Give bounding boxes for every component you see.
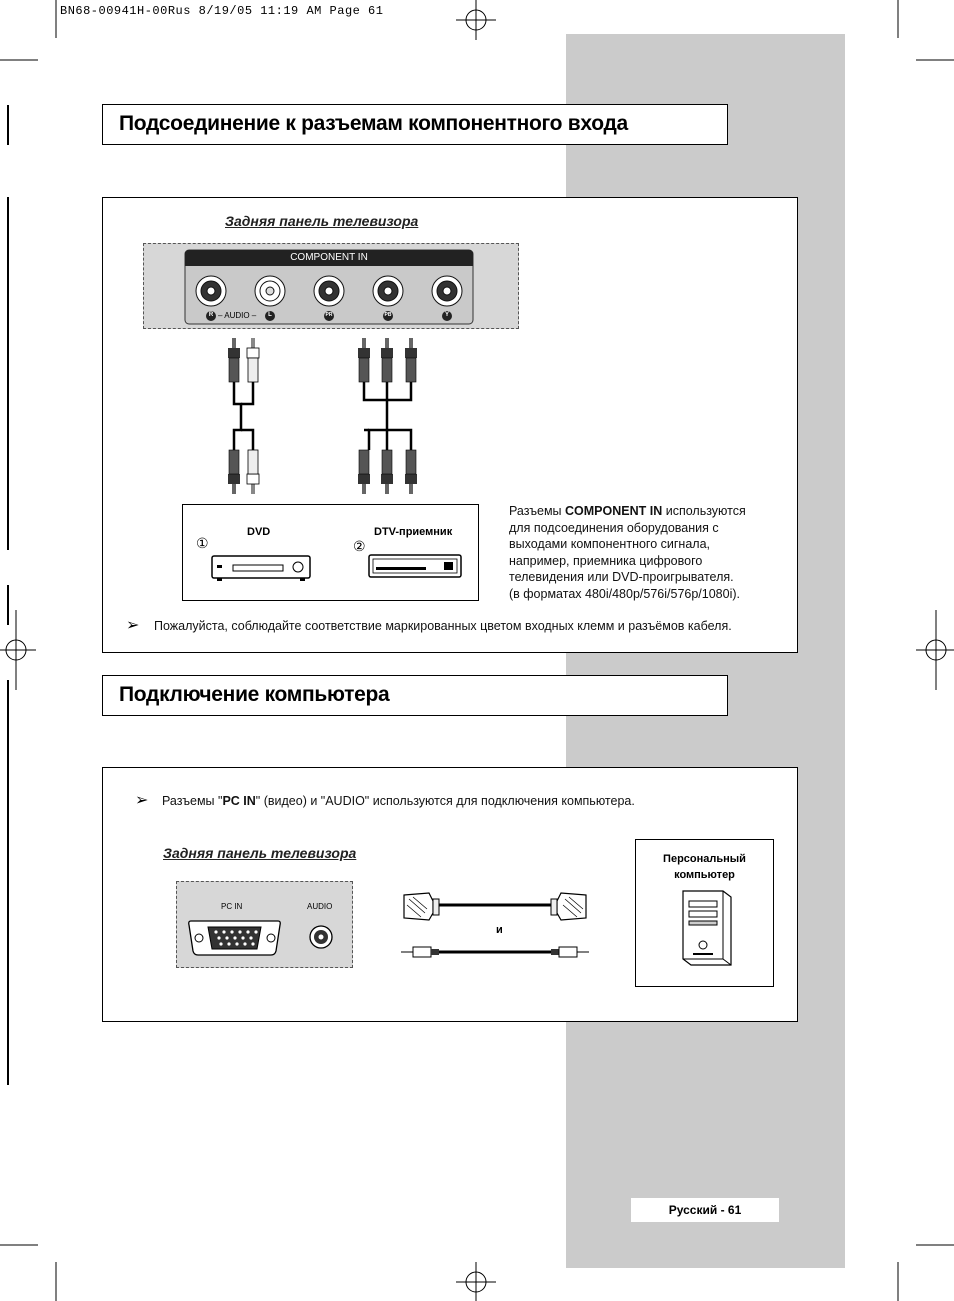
dvd-number: ① bbox=[196, 535, 209, 551]
dvd-label: DVD bbox=[247, 526, 271, 538]
vga-audio-ports bbox=[186, 915, 346, 965]
desc-line-5: телевидения или DVD-проигрывателя. bbox=[509, 570, 734, 585]
pc-title-line-2: компьютер bbox=[674, 869, 735, 881]
component-in-label: COMPONENT IN bbox=[290, 252, 368, 263]
desc-line-2: для подсоединения оборудования с bbox=[509, 520, 719, 535]
note-arrow-icon: ➢ bbox=[126, 617, 140, 634]
pc-cables-illustration bbox=[399, 887, 591, 967]
pc-note-prefix: Разъемы " bbox=[162, 794, 223, 808]
tv-rear-panel-caption: Задняя панель телевизора bbox=[225, 213, 419, 229]
pc-in-label: PC IN bbox=[221, 902, 243, 911]
desc-line1-suffix: используются bbox=[662, 504, 746, 518]
desc-line-1 bbox=[509, 503, 779, 520]
color-match-note: Пожалуйста, соблюдайте соответствие маркированных цветом входных клемм и разъёмов кабеля. bbox=[154, 619, 732, 633]
page-number: Русский - 61 bbox=[631, 1198, 779, 1222]
print-header: BN68-00941H-00Rus 8/19/05 11:19 AM Page 61 bbox=[60, 4, 384, 18]
pc-note-suffix: " (видео) и "AUDIO" используются для подключения компьютера. bbox=[255, 794, 635, 808]
desc-line-3: выходами компонентного сигнала, bbox=[509, 537, 710, 552]
and-label: и bbox=[496, 924, 503, 936]
component-description bbox=[509, 503, 779, 603]
section1-title-box bbox=[102, 104, 728, 145]
jack-label-r: R bbox=[208, 312, 214, 318]
jack-label-pb: PB bbox=[384, 312, 392, 318]
pc-note bbox=[162, 793, 635, 810]
jack-label-y: Y bbox=[444, 312, 449, 318]
audio-jack-label: AUDIO bbox=[307, 902, 333, 911]
note-arrow-icon-2: ➢ bbox=[135, 792, 149, 809]
pc-note-bold: PC IN bbox=[222, 794, 256, 808]
tv-rear-panel-caption-2: Задняя панель телевизора bbox=[163, 845, 357, 861]
dvd-player-icon bbox=[211, 555, 311, 585]
section2-title: Подключение компьютера bbox=[119, 683, 390, 706]
pc-tower-icon bbox=[679, 889, 735, 969]
dtv-receiver-icon bbox=[368, 554, 464, 582]
jack-label-pr: PR bbox=[325, 312, 333, 318]
desc-line-6: (в форматах 480i/480p/576i/576p/1080i). bbox=[509, 586, 740, 601]
section2-title-box bbox=[102, 675, 728, 716]
desc-prefix: Разъемы bbox=[509, 504, 566, 518]
jack-label-l: L bbox=[268, 312, 272, 318]
rca-cables-illustration bbox=[215, 338, 515, 498]
jack-label-audio: – AUDIO – bbox=[218, 311, 257, 320]
dtv-label: DTV-приемник bbox=[374, 526, 453, 538]
desc-line-4: например, приемника цифрового bbox=[509, 553, 703, 568]
devices-box bbox=[182, 504, 479, 601]
dtv-number: ② bbox=[353, 538, 366, 554]
desc-bold-component: COMPONENT IN bbox=[565, 504, 663, 518]
pc-title-line-1: Персональный bbox=[663, 853, 746, 865]
section1-title: Подсоединение к разъемам компонентного входа bbox=[119, 112, 628, 135]
pc-title bbox=[635, 851, 774, 883]
